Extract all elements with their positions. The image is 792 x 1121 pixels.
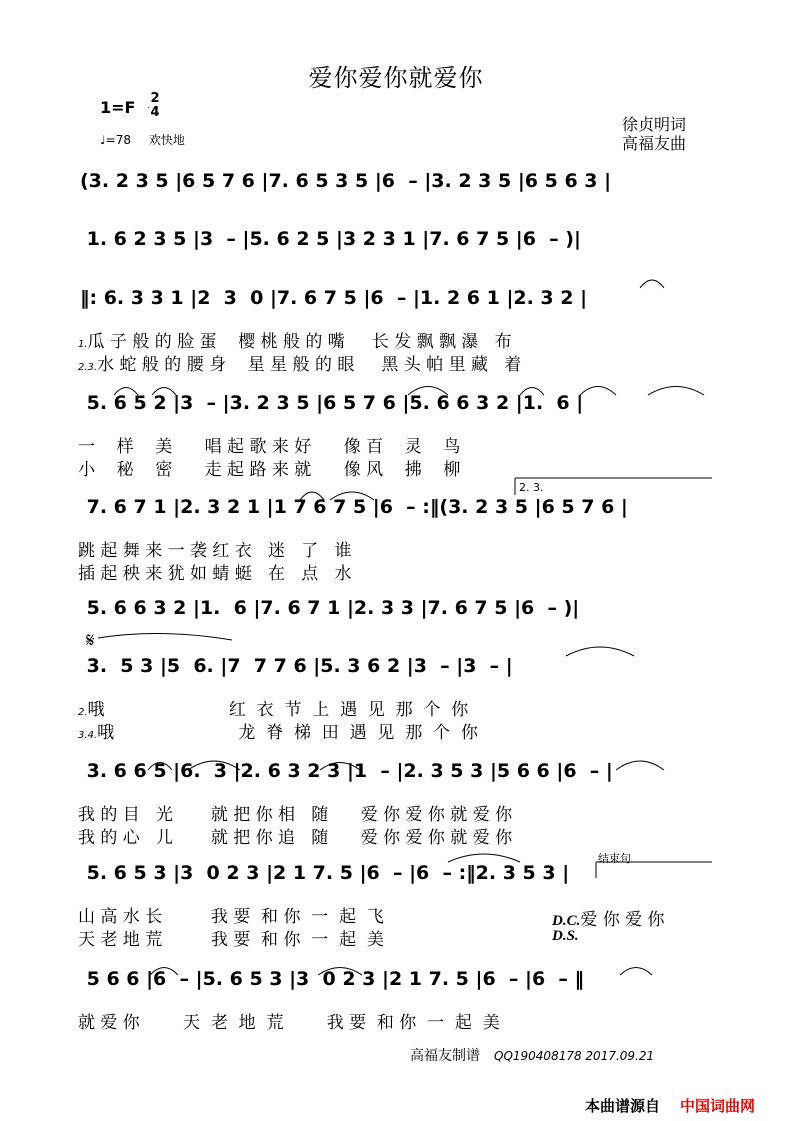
ds-mark: D.S.: [552, 928, 579, 944]
tie-curve: [616, 761, 664, 770]
tie-curve: [448, 854, 520, 862]
ending-label: 结束句: [598, 852, 631, 865]
lyricist: 徐贞明词: [622, 115, 687, 134]
notation-row: (3. 2 3 5 |6 5 7 6 |7. 6 5 3 5 |6 – |3. 2 3 5 |6 5 6 3 |: [80, 170, 612, 192]
tie-curve: [300, 492, 324, 500]
lyric-text: 小 秘 密 走 起 路 来 就 像 风 拂 柳: [78, 460, 461, 480]
lyric-text: 瓜 子 般 的 脸 蛋 樱 桃 般 的 嘴 长 发 飘 飘 瀑 布: [87, 332, 512, 352]
notation-row: 5. 6 5 3 |3 0 2 3 |2 1 7. 5 |6 – |6 – :‖2. 3 5 3 |: [80, 862, 570, 884]
notation-row: 3. 5 3 |5 6. |7 7 7 6 |5. 3 6 2 |3 – |3 – |: [80, 655, 513, 677]
tie-curve: [148, 763, 172, 771]
dc-mark: D.C.: [552, 913, 581, 929]
notation-row: ‖: 6. 3 3 1 |2 3 0 |7. 6 7 5 |6 – |1. 2 6 1 |2. 3 2 |: [80, 287, 588, 309]
tie-curve: [114, 388, 138, 396]
tie-curve: [320, 763, 360, 771]
time-sig-top: 2: [150, 91, 160, 106]
volta-label: 2. 3.: [519, 481, 544, 494]
tie-curve: [648, 387, 704, 396]
source-label: 本曲谱源自: [585, 1097, 661, 1115]
tie-curve: [330, 492, 374, 500]
tie-curve: [98, 633, 232, 640]
footer-maker: 高福友制谱: [410, 1048, 480, 1064]
notation-row: 7. 6 7 1 |2. 3 2 1 |1 7 6 7 5 |6 – :‖(3. 2 3 5 |6 5 7 6 |: [80, 496, 628, 518]
dc-lyric: 爱 你 爱 你: [580, 910, 665, 930]
tie-curve: [188, 761, 240, 770]
lyric-text: 哦 龙 脊 梯 田 遇 见 那 个 你: [97, 723, 478, 743]
notation-row: 1. 6 2 3 5 |3 – |5. 6 2 5 |3 2 3 1 |7. 6 7 5 |6 – )|: [80, 228, 581, 250]
notation-row: 5. 6 6 3 2 |1. 6 |7. 6 7 1 |2. 3 3 |7. 6 7 5 |6 – )|: [80, 597, 580, 619]
lyric-text: 天 老 地 荒 我 要 和 你 一 起 美: [78, 930, 384, 950]
tie-curve: [408, 387, 448, 396]
lyric-text: 哦 红 衣 节 上 遇 见 那 个 你: [87, 700, 469, 720]
tie-curve: [580, 387, 616, 396]
verse-number: 1.: [78, 339, 88, 350]
verse-number: 2.: [78, 707, 88, 718]
key-signature: 1=F: [100, 98, 136, 117]
volta-bracket: [515, 478, 712, 495]
tie-curve: [150, 968, 178, 976]
ending-bracket: [596, 862, 712, 878]
lyric-text: 山 高 水 长 我 要 和 你 一 起 飞: [78, 907, 384, 927]
lyric-text: 插 起 秧 来 犹 如 蜻 蜓 在 点 水: [78, 564, 352, 584]
tie-curve: [640, 280, 664, 288]
lyric-text: 跳 起 舞 来 一 袭 红 衣 迷 了 谁: [78, 541, 352, 561]
lyric-text: 我 的 目 光 就 把 你 相 随 爱 你 爱 你 就 爱 你: [78, 805, 513, 825]
footer-qq-date: QQ190408178 2017.09.21: [494, 1049, 655, 1063]
tie-curve: [520, 388, 544, 396]
lyric-text: 一 样 美 唱 起 歌 来 好 像 百 灵 鸟: [78, 437, 461, 457]
notation-row: 5. 6 5 2 |3 – |3. 2 3 5 |6 5 7 6 |5. 6 6 3 2 |1. 6 |: [80, 392, 584, 414]
lyric-text: 我 的 心 儿 就 把 你 追 随 爱 你 爱 你 就 爱 你: [78, 828, 513, 848]
tie-curve: [318, 968, 362, 976]
verse-number: 2.3.: [78, 362, 98, 373]
tie-curve: [620, 968, 652, 976]
time-sig-bottom: 4: [150, 105, 160, 120]
tie-curve: [152, 388, 176, 396]
notation-row: 3. 6 6 5 |6. 3 |2. 6 3 2 3 |1 – |2. 3 5 3 |5 6 6 |6 – |: [80, 760, 613, 782]
segno-sign: 𝄋: [86, 628, 95, 652]
lyric-text: 就 爱 你 天 老 地 荒 我 要 和 你 一 起 美: [78, 1013, 500, 1033]
composer: 高福友曲: [622, 134, 687, 153]
lyric-text: 水 蛇 般 的 腰 身 星 星 般 的 眼 黑 头 帕 里 藏 着: [97, 355, 522, 375]
tempo-marking: ♩=78: [100, 133, 131, 147]
tie-curve: [566, 647, 634, 656]
expression-marking: 欢快地: [148, 133, 185, 147]
page-title: 爱你爱你就爱你: [308, 64, 484, 92]
verse-number: 3.4.: [78, 730, 98, 741]
source-site: 中国词曲网: [680, 1097, 756, 1115]
notation-row: 5 6 6 |6 – |5. 6 5 3 |3 0 2 3 |2 1 7. 5 |6 – |6 – ‖: [80, 968, 585, 990]
